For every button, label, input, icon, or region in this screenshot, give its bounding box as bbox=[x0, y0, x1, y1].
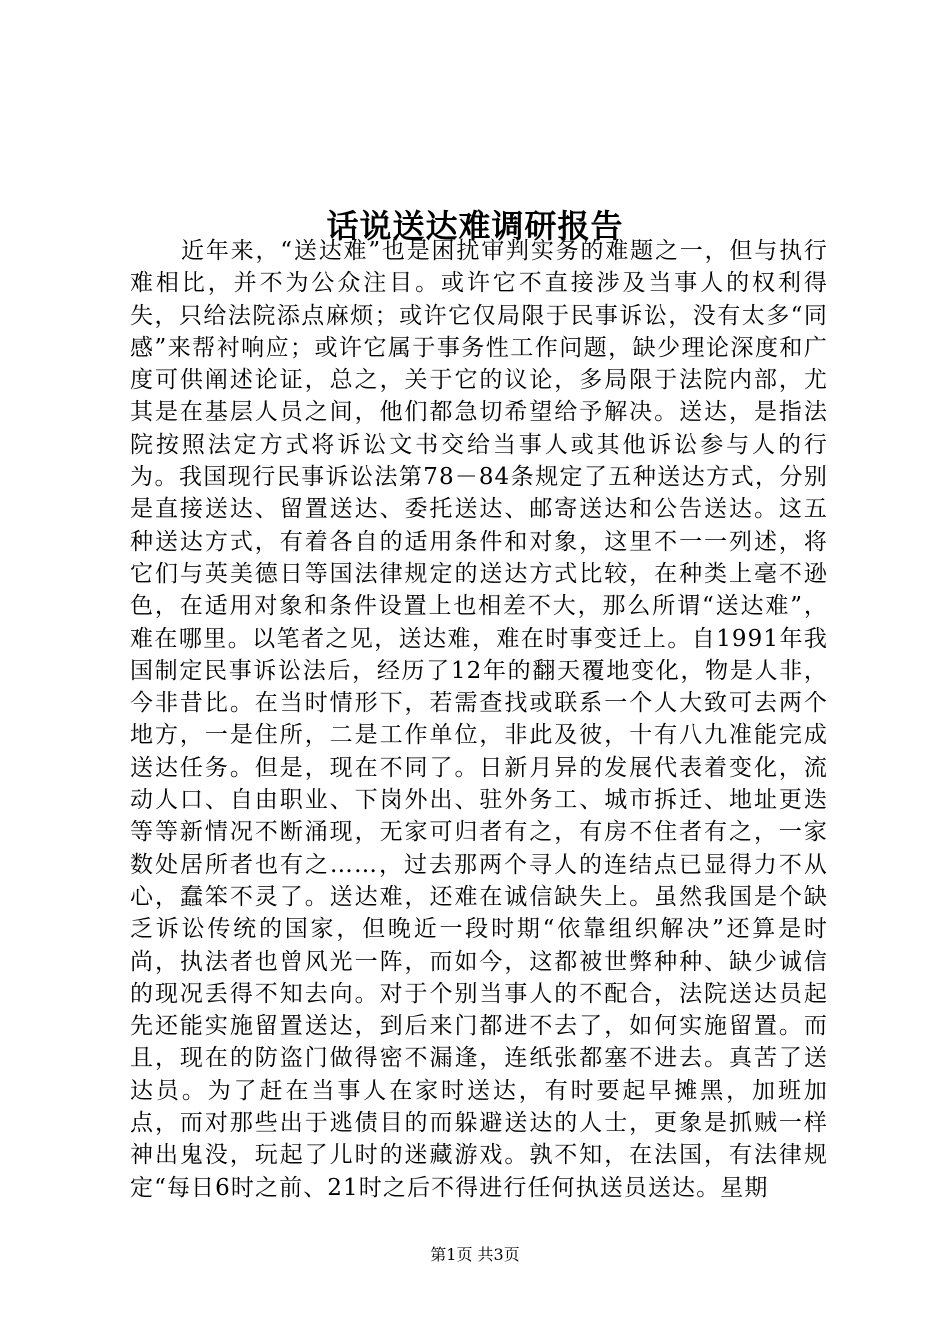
body-paragraph: 近年来，“送达难”也是困扰审判实务的难题之一，但与执行难相比，并不为公众注目。或许它不直接涉及当事人的权利得失，只给法院添点麻烦；或许它仅局限于民事诉讼，没有太多“同感”来帮衬响应；或许它属于事务性工作问题，缺少理论深度和广度可供阐述论证，总之，关于它的议论，多局限于法院内部，尤其是在基层人员之间，他们都急切希望给予解决。送达，是指法院按照法定方式将诉讼文书交给当事人或其他诉讼参与人的行为。我国现行民事诉讼法第78－84条规定了五种送达方式，分别是直接送达、留置送达、委托送达、邮寄送达和公告送达。这五种送达方式，有着各自的适用条件和对象，这里不一一列述，将它们与英美德日等国法律规定的送达方式比较，在种类上毫不逊色，在适用对象和条件设置上也相差不大，那么所谓“送达难”，难在哪里。以笔者之见，送达难，难在时事变迁上。自1991年我国制定民事诉讼法后，经历了12年的翻天覆地变化，物是人非，今非昔比。在当时情形下，若需查找或联系一个人大致可去两个地方，一是住所，二是工作单位，非此及彼，十有八九准能完成送达任务。但是，现在不同了。日新月异的发展代表着变化，流动人口、自由职业、下岗外出、驻外务工、城市拆迁、地址更迭等等新情况不断涌现，无家可归者有之，有房不住者有之，一家数处居所者也有之……，过去那两个寻人的连结点已显得力不从心，蠢笨不灵了。送达难，还难在诚信缺失上。虽然我国是个缺乏诉讼传统的国家，但晚近一段时期“依靠组织解决”还算是时尚，执法者也曾风光一阵，而如今，这都被世弊种种、缺少诚信的现况丢得不知去向。对于个别当事人的不配合，法院送达员起先还能实施留置送达，到后来门都进不去了，如何实施留置。而且，现在的防盗门做得密不漏逢，连纸张都塞不进去。真苦了送达员。为了赶在当事人在家时送达，有时要起早摊黑，加班加点，而对那些出于逃债目的而躲避送达的人士，更象是抓贼一样神出鬼没，玩起了儿时的迷藏游戏。孰不知，在法国，有法律规定“每日6时之前、21时之后不得进行任何执送员送达。星期 bbox=[130, 238, 828, 1201]
page-number-footer: 第1页 共3页 bbox=[430, 1245, 520, 1264]
document-title: 话说送达难调研报告 bbox=[326, 207, 624, 246]
